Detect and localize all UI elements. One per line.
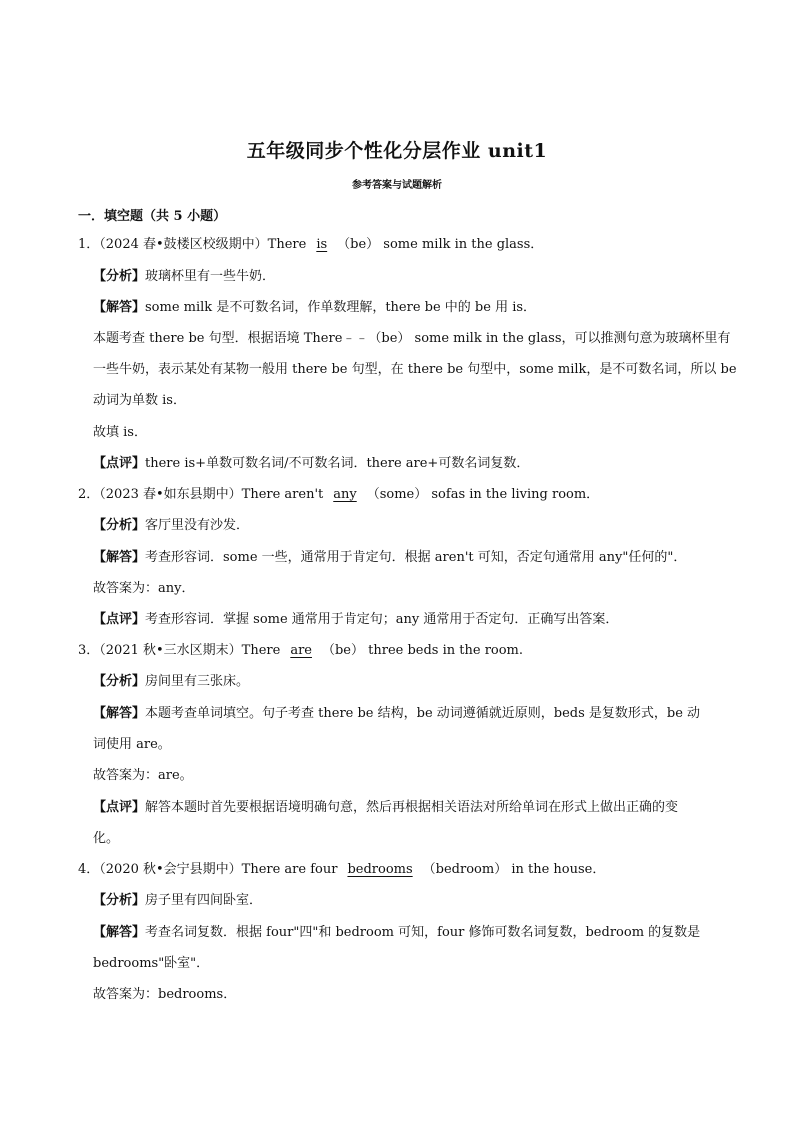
question-1-analysis xyxy=(93,267,275,287)
question-3-solution-line-2: 词使用 are。 xyxy=(93,737,171,752)
question-1-explanation-line-3: 动词为单数 is． xyxy=(93,393,186,408)
answer-tag: 【解答】 xyxy=(93,550,146,565)
question-3-answer-blank: are xyxy=(290,643,312,658)
question-4-solution xyxy=(93,923,700,943)
question-3-fill: 故答案为：are。 xyxy=(93,768,193,783)
comment-text: 解答本题时首先要根据语境明确句意，然后再根据相关语法对所给单词在形式上做出正确的变 xyxy=(145,800,679,815)
analysis-text: 房子里有四间卧室． xyxy=(145,893,263,908)
solution-text: 考查形容词．some 一些，通常用于肯定句．根据 aren't 可知，否定句通常用 any"任何的"． xyxy=(145,550,687,565)
question-1-comment xyxy=(93,454,529,474)
question-2-answer-blank: any xyxy=(333,487,357,502)
question-1-answer-blank: is xyxy=(316,237,328,252)
question-1 xyxy=(78,235,543,255)
question-4-answer-blank: bedrooms xyxy=(347,862,413,877)
analysis-text: 客厅里没有沙发． xyxy=(145,518,250,533)
question-1-fill: 故填 is． xyxy=(93,425,147,440)
question-4 xyxy=(78,860,605,880)
question-2-comment xyxy=(93,610,618,630)
analysis-text: 玻璃杯里有一些牛奶． xyxy=(145,269,276,284)
question-1-explanation-line-2: 一些牛奶，表示某处有某物一般用 there be 句型，在 there be 句型中，some milk，是不可数名词，所以 be xyxy=(93,362,737,377)
answer-tag: 【解答】 xyxy=(93,925,146,940)
answer-tag: 【解答】 xyxy=(93,300,146,315)
question-3 xyxy=(78,641,523,661)
section-heading: 一．填空题（共 5 小题） xyxy=(78,209,227,224)
question-2-analysis xyxy=(93,516,249,536)
question-3-comment-line-2: 化。 xyxy=(93,831,120,846)
question-2-prefix: 2．（2023 春•如东县期中）There aren't xyxy=(78,487,324,502)
question-3-analysis xyxy=(93,672,249,692)
solution-text: 本题考查单词填空。句子考查 there be 结构，be 动词遵循就近原则，beds 是复数形式，be 动 xyxy=(145,706,701,721)
question-2-suffix: （some） sofas in the living room． xyxy=(366,487,600,502)
question-1-explanation-line-1: 本题考查 there be 句型．根据语境 There﹣﹣（be） some milk in the glass，可以推测句意为玻璃杯里有 xyxy=(93,331,731,346)
question-4-fill: 故答案为：bedrooms． xyxy=(93,987,237,1002)
question-4-prefix: 4．（2020 秋•会宁县期中）There are four xyxy=(78,862,338,877)
question-2-solution xyxy=(93,548,686,568)
question-4-analysis xyxy=(93,891,262,911)
question-2-fill: 故答案为：any． xyxy=(93,581,195,596)
question-1-suffix: （be） some milk in the glass． xyxy=(337,237,544,252)
question-3-solution xyxy=(93,704,700,724)
question-1-solution xyxy=(93,298,536,318)
question-3-prefix: 3．（2021 秋•三水区期末）There xyxy=(78,643,281,658)
solution-text: some milk 是不可数名词，作单数理解，there be 中的 be 用 is． xyxy=(145,300,537,315)
comment-text: 考查形容词．掌握 some 通常用于肯定句；any 通常用于否定句．正确写出答案． xyxy=(145,612,619,627)
comment-tag: 【点评】 xyxy=(93,612,146,627)
solution-text: 考查名词复数．根据 four"四"和 bedroom 可知，four 修饰可数名词复数，bedroom 的复数是 xyxy=(145,925,701,940)
document-subtitle: 参考答案与试题解析 xyxy=(352,180,442,191)
question-1-prefix: 1．（2024 春•鼓楼区校级期中）There xyxy=(78,237,307,252)
question-4-suffix: （bedroom） in the house． xyxy=(422,862,606,877)
comment-tag: 【点评】 xyxy=(93,456,146,471)
question-2 xyxy=(78,485,599,505)
question-3-suffix: （be） three beds in the room. xyxy=(321,643,524,658)
analysis-tag: 【分析】 xyxy=(93,674,146,689)
analysis-text: 房间里有三张床。 xyxy=(145,674,250,689)
comment-tag: 【点评】 xyxy=(93,800,146,815)
question-3-comment xyxy=(93,798,678,818)
analysis-tag: 【分析】 xyxy=(93,269,146,284)
question-4-solution-line-2: bedrooms"卧室"． xyxy=(93,956,210,971)
document-title: 五年级同步个性化分层作业 unit1 xyxy=(246,140,548,162)
analysis-tag: 【分析】 xyxy=(93,518,146,533)
answer-tag: 【解答】 xyxy=(93,706,146,721)
analysis-tag: 【分析】 xyxy=(93,893,146,908)
comment-text: there is+单数可数名词/不可数名词．there are+可数名词复数． xyxy=(145,456,530,471)
